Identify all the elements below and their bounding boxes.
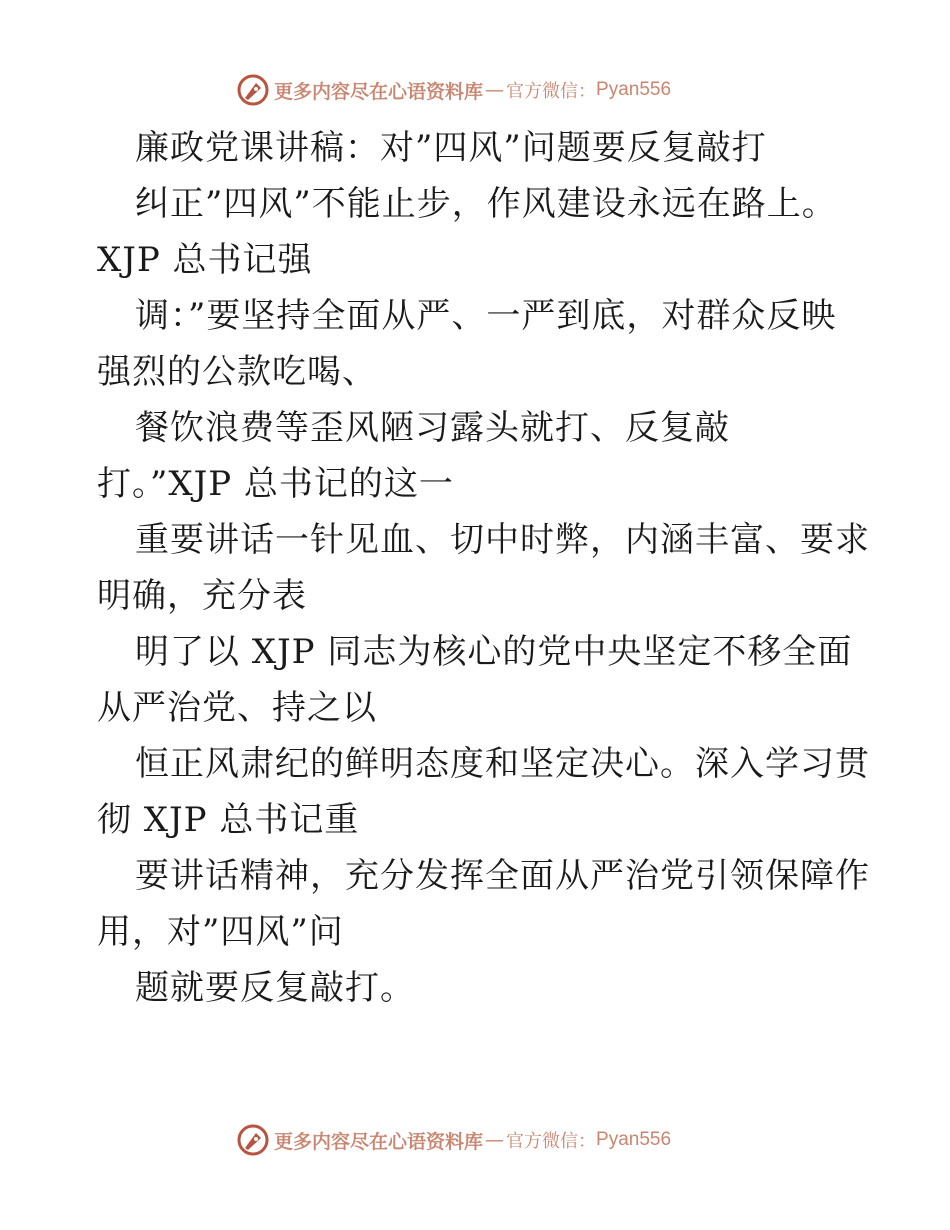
text-line: 调：”要坚持全面从严、一严到底，对群众反映: [135, 296, 837, 336]
watermark-dash: —: [485, 79, 505, 101]
text-line: XJP 总书记强: [97, 240, 313, 280]
text-line: 餐饮浪费等歪风陋习露头就打、反复敲: [135, 408, 730, 448]
text-line: 用，对”四风”问: [97, 912, 344, 952]
watermark-dash: —: [485, 1129, 505, 1151]
watermark-official-label: 官方微信：: [506, 81, 597, 102]
text-line: 重要讲话一针见血、切中时弊，内涵丰富、要求: [135, 520, 870, 560]
watermark-wechat-id: Pyan556: [596, 79, 672, 100]
text-line: 明确，充分表: [97, 576, 307, 616]
text-line: 强烈的公款吃喝、: [97, 352, 377, 392]
text-line: 打。”XJP 总书记的这一: [97, 464, 454, 504]
text-line: 恒正风肃纪的鲜明态度和坚定决心。深入学习贯: [135, 744, 870, 784]
watermark-official-label: 官方微信：: [506, 1131, 597, 1152]
header-watermark: [236, 72, 671, 108]
text-line: 纠正”四风”不能止步，作风建设永远在路上。: [135, 184, 837, 224]
text-line: 要讲话精神，充分发挥全面从严治党引领保障作: [135, 856, 870, 896]
text-line: 从严治党、持之以: [97, 688, 377, 728]
text-line: 廉政党课讲稿：对”四风”问题要反复敲打: [135, 128, 767, 168]
watermark-wechat-id: Pyan556: [596, 1129, 672, 1150]
text-line: 明了以 XJP 同志为核心的党中央坚定不移全面: [135, 632, 853, 672]
watermark-text: 更多内容尽在心语资料库: [274, 80, 484, 103]
pen-nib-logo-icon: [236, 73, 270, 107]
document-body: [97, 120, 870, 1016]
watermark-text: 更多内容尽在心语资料库: [274, 1130, 484, 1153]
text-line: 彻 XJP 总书记重: [97, 800, 360, 840]
text-line: 题就要反复敲打。: [135, 968, 415, 1008]
pen-nib-logo-icon: [236, 1123, 270, 1157]
footer-watermark: [236, 1122, 671, 1158]
